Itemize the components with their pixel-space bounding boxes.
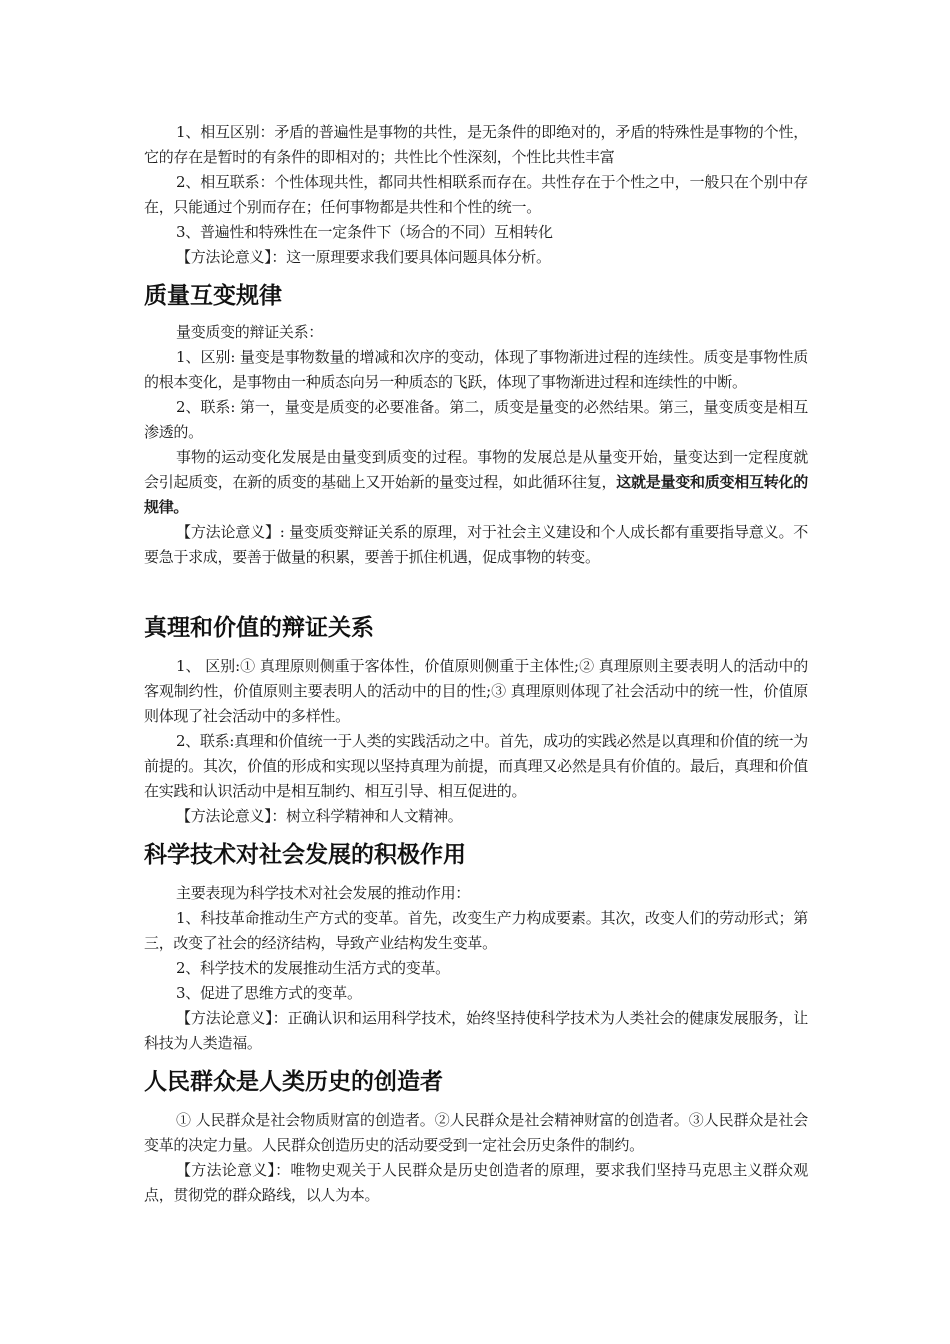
methodology-label: 【方法论意义】	[176, 807, 272, 825]
paragraph-connection: 2、联系:真理和价值统一于人类的实践活动之中。首先，成功的实践必然是以真理和价值的统一为前提的。其次，价值的形成和实现以坚持真理为前提，而真理又必然是具有价值的。最后，真理和价值在实践和认识活动中是相互制约、相互引导、相互促进的。	[144, 732, 808, 800]
paragraph-transformation: 3、普遍性和特殊性在一定条件下（场合的不同）互相转化	[176, 223, 553, 241]
methodology-label: 【方法论意义】	[176, 248, 272, 266]
paragraph-point-1: 1、科技革命推动生产方式的变革。首先，改变生产力构成要素。其次，改变人们的劳动形式；第三，改变了社会的经济结构，导致产业结构发生变革。	[144, 909, 808, 952]
law-emphasis: 这就是量变和质变相互转化的规律。	[144, 473, 808, 516]
paragraph-methodology	[144, 804, 808, 829]
methodology-text: ：这一原理要求我们要具体问题具体分析。	[271, 248, 551, 266]
paragraph-connection: 2、联系: 第一，量变是质变的必要准备。第二，质变是量变的必然结果。第三，量变质变是相互渗透的。	[144, 398, 808, 441]
methodology-label: 【方法论意义】	[176, 523, 280, 541]
section-heading-the-masses: 人民群众是人类历史的创造者	[144, 1069, 443, 1095]
paragraph-methodology	[144, 1006, 808, 1056]
paragraph-intro: 主要表现为科学技术对社会发展的推动作用：	[176, 884, 471, 902]
methodology-label: 【方法论意义】	[176, 1161, 276, 1179]
paragraph-connection: 2、相互联系：个性体现共性，都同共性相联系而存在。共性存在于个性之中，一般只在个别中存在，只能通过个别而存在；任何事物都是共性和个性的统一。	[144, 173, 808, 216]
section-heading-science-technology: 科学技术对社会发展的积极作用	[144, 842, 466, 868]
methodology-text: ：正确认识和运用科学技术，始终坚持使科学技术为人类社会的健康发展服务，让科技为人类造福。	[144, 1009, 808, 1052]
law-text: 事物的运动变化发展是由量变到质变的过程。事物的发展总是从量变开始，量变达到一定程度就会引起质变，在新的质变的基础上又开始新的量变过程，如此循环往复，	[144, 448, 808, 491]
methodology-text: ：树立科学精神和人文精神。	[271, 807, 463, 825]
paragraph-methodology	[144, 1158, 808, 1208]
paragraph-law	[144, 445, 808, 520]
section-heading-quality-quantity: 质量互变规律	[144, 283, 282, 309]
paragraph-methodology	[144, 245, 808, 270]
methodology-text: ：唯物史观关于人民群众是历史创造者的原理，要求我们坚持马克思主义群众观点，贯彻党的群众路线，以人为本。	[144, 1161, 808, 1204]
paragraph-creators: ① 人民群众是社会物质财富的创造者。②人民群众是社会精神财富的创造者。③人民群众是社会变革的决定力量。人民群众创造历史的活动要受到一定社会历史条件的制约。	[144, 1111, 808, 1154]
paragraph-difference: 1、相互区别：矛盾的普遍性是事物的共性，是无条件的即绝对的，矛盾的特殊性是事物的个性，它的存在是暂时的有条件的即相对的；共性比个性深刻，个性比共性丰富	[144, 123, 808, 166]
document-page	[144, 120, 808, 1208]
paragraph-intro: 量变质变的辩证关系：	[176, 323, 324, 341]
paragraph-point-2: 2、科学技术的发展推动生活方式的变革。	[176, 959, 450, 977]
paragraph-difference: 1、 区别:① 真理原则侧重于客体性，价值原则侧重于主体性;② 真理原则主要表明人的活动中的客观制约性，价值原则主要表明人的活动中的目的性;③ 真理原则体现了社会活动中的统一性，价值原则体现了社会活动中的多样性。	[144, 657, 808, 725]
paragraph-point-3: 3、促进了思维方式的变革。	[176, 984, 362, 1002]
paragraph-methodology	[144, 520, 808, 570]
methodology-text: : 量变质变辩证关系的原理，对于社会主义建设和个人成长都有重要指导意义。不要急于求成，要善于做量的积累，要善于抓住机遇，促成事物的转变。	[144, 523, 808, 566]
paragraph-difference: 1、区别: 量变是事物数量的增减和次序的变动，体现了事物渐进过程的连续性。质变是事物性质的根本变化，是事物由一种质态向另一种质态的飞跃，体现了事物渐进过程和连续性的中断。	[144, 348, 808, 391]
methodology-label: 【方法论意义】	[176, 1009, 273, 1027]
section-heading-truth-value: 真理和价值的辩证关系	[144, 615, 374, 641]
